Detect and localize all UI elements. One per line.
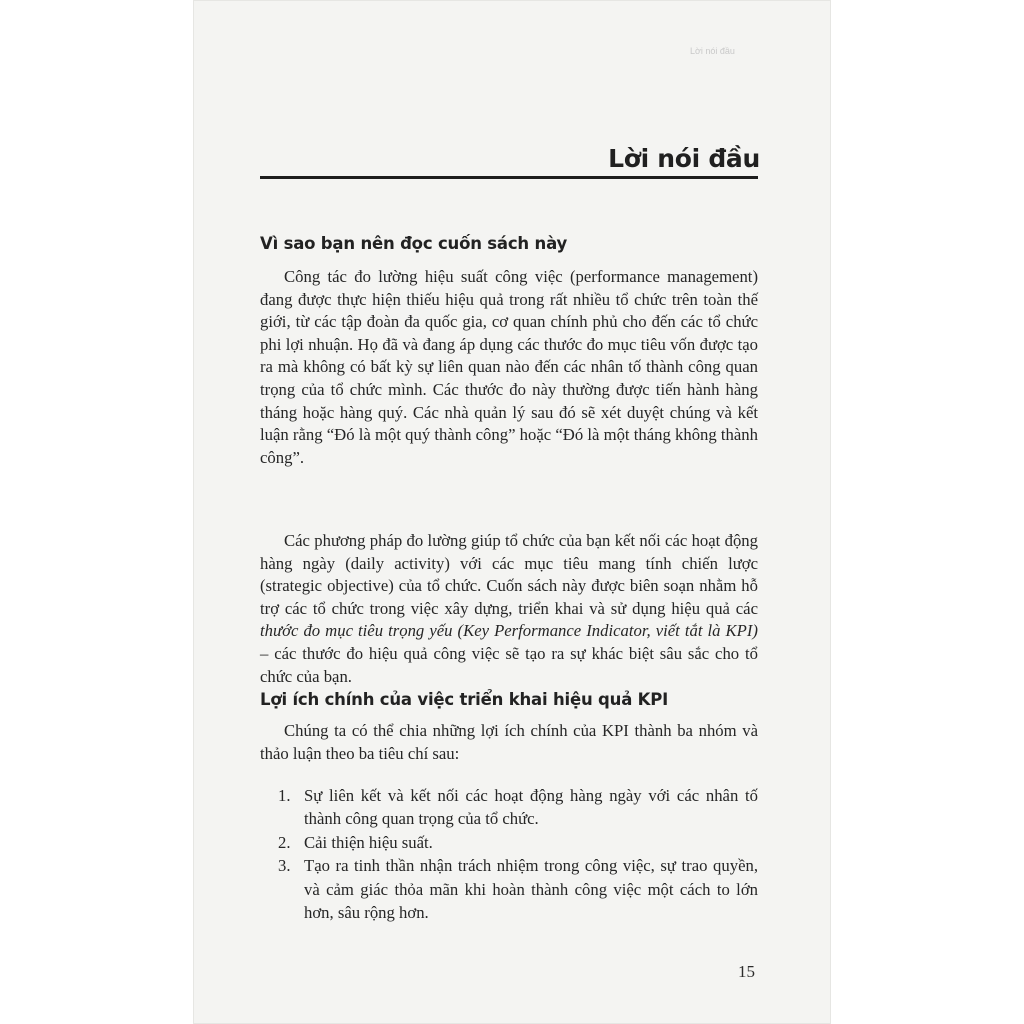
list-item-number: 3. — [278, 856, 291, 876]
chapter-title: Lời nói đầu — [608, 144, 760, 173]
section-heading-why-read: Vì sao bạn nên đọc cuốn sách này — [260, 234, 568, 253]
list-item-number: 1. — [278, 786, 291, 805]
running-head: Lời nói đầu — [690, 46, 735, 56]
list-item — [260, 854, 758, 924]
list-item-text: Cải thiện hiệu suất. — [304, 832, 433, 852]
benefits-list — [260, 784, 758, 924]
paragraph-benefits-intro — [260, 720, 758, 765]
list-item-text: Tạo ra tinh thần nhận trách nhiệm trong công việc, sự trao quyền, và cảm giác thỏa mãn khi hoàn thành công việc một cách to lớn hơn, sâu rộng hơn. — [304, 856, 758, 923]
paragraph-measurement — [260, 530, 758, 688]
page-number: 15 — [738, 962, 755, 981]
list-item — [260, 784, 758, 831]
list-item — [260, 831, 758, 854]
paragraph-measurement-end: – các thước đo hiệu quả công việc sẽ tạo ra sự khác biệt sâu sắc cho tổ chức của bạn. — [260, 643, 758, 686]
section-heading-benefits: Lợi ích chính của việc triển khai hiệu quả KPI — [260, 690, 669, 709]
list-item-number: 2. — [278, 832, 291, 852]
kpi-definition-italic: thước đo mục tiêu trọng yếu (Key Performance Indicator, viết tắt là KPI) — [260, 621, 758, 641]
paragraph-intro-text: Công tác đo lường hiệu suất công việc (performance management) đang được thực hiện thiếu hiệu quả trong rất nhiều tổ chức trên toàn thế giới, từ các tập đoàn đa quốc gia, cơ quan chính phủ cho đến các tổ chức phi lợi nhuận. Họ đã và đang áp dụng các thước đo mục tiêu vốn được tạo ra mà không có bất kỳ sự liên quan nào đến các nhân tố thành công quan trọng của tổ chức mình. Các thước đo này thường được tiến hành hàng tháng hoặc hàng quý. Các nhà quản lý sau đó sẽ xét duyệt chúng và kết luận rằng “Đó là một quý thành công” hoặc “Đó là một tháng không thành công”. — [260, 267, 758, 467]
list-item-text: Sự liên kết và kết nối các hoạt động hàng ngày với các nhân tố thành công quan trọng của tổ chức. — [304, 786, 758, 829]
paragraph-measurement-start: Các phương pháp đo lường giúp tổ chức của bạn kết nối các hoạt động hàng ngày (daily activity) với các mục tiêu mang tính chiến lược (strategic objective) của tổ chức. Cuốn sách này được biên soạn nhằm hỗ trợ các tổ chức trong việc xây dựng, triển khai và sử dụng hiệu quả các — [260, 531, 758, 618]
paragraph-benefits-intro-text: Chúng ta có thể chia những lợi ích chính của KPI thành ba nhóm và thảo luận theo ba tiêu chí sau: — [260, 721, 758, 763]
title-rule — [260, 176, 758, 179]
paragraph-intro — [260, 266, 758, 469]
